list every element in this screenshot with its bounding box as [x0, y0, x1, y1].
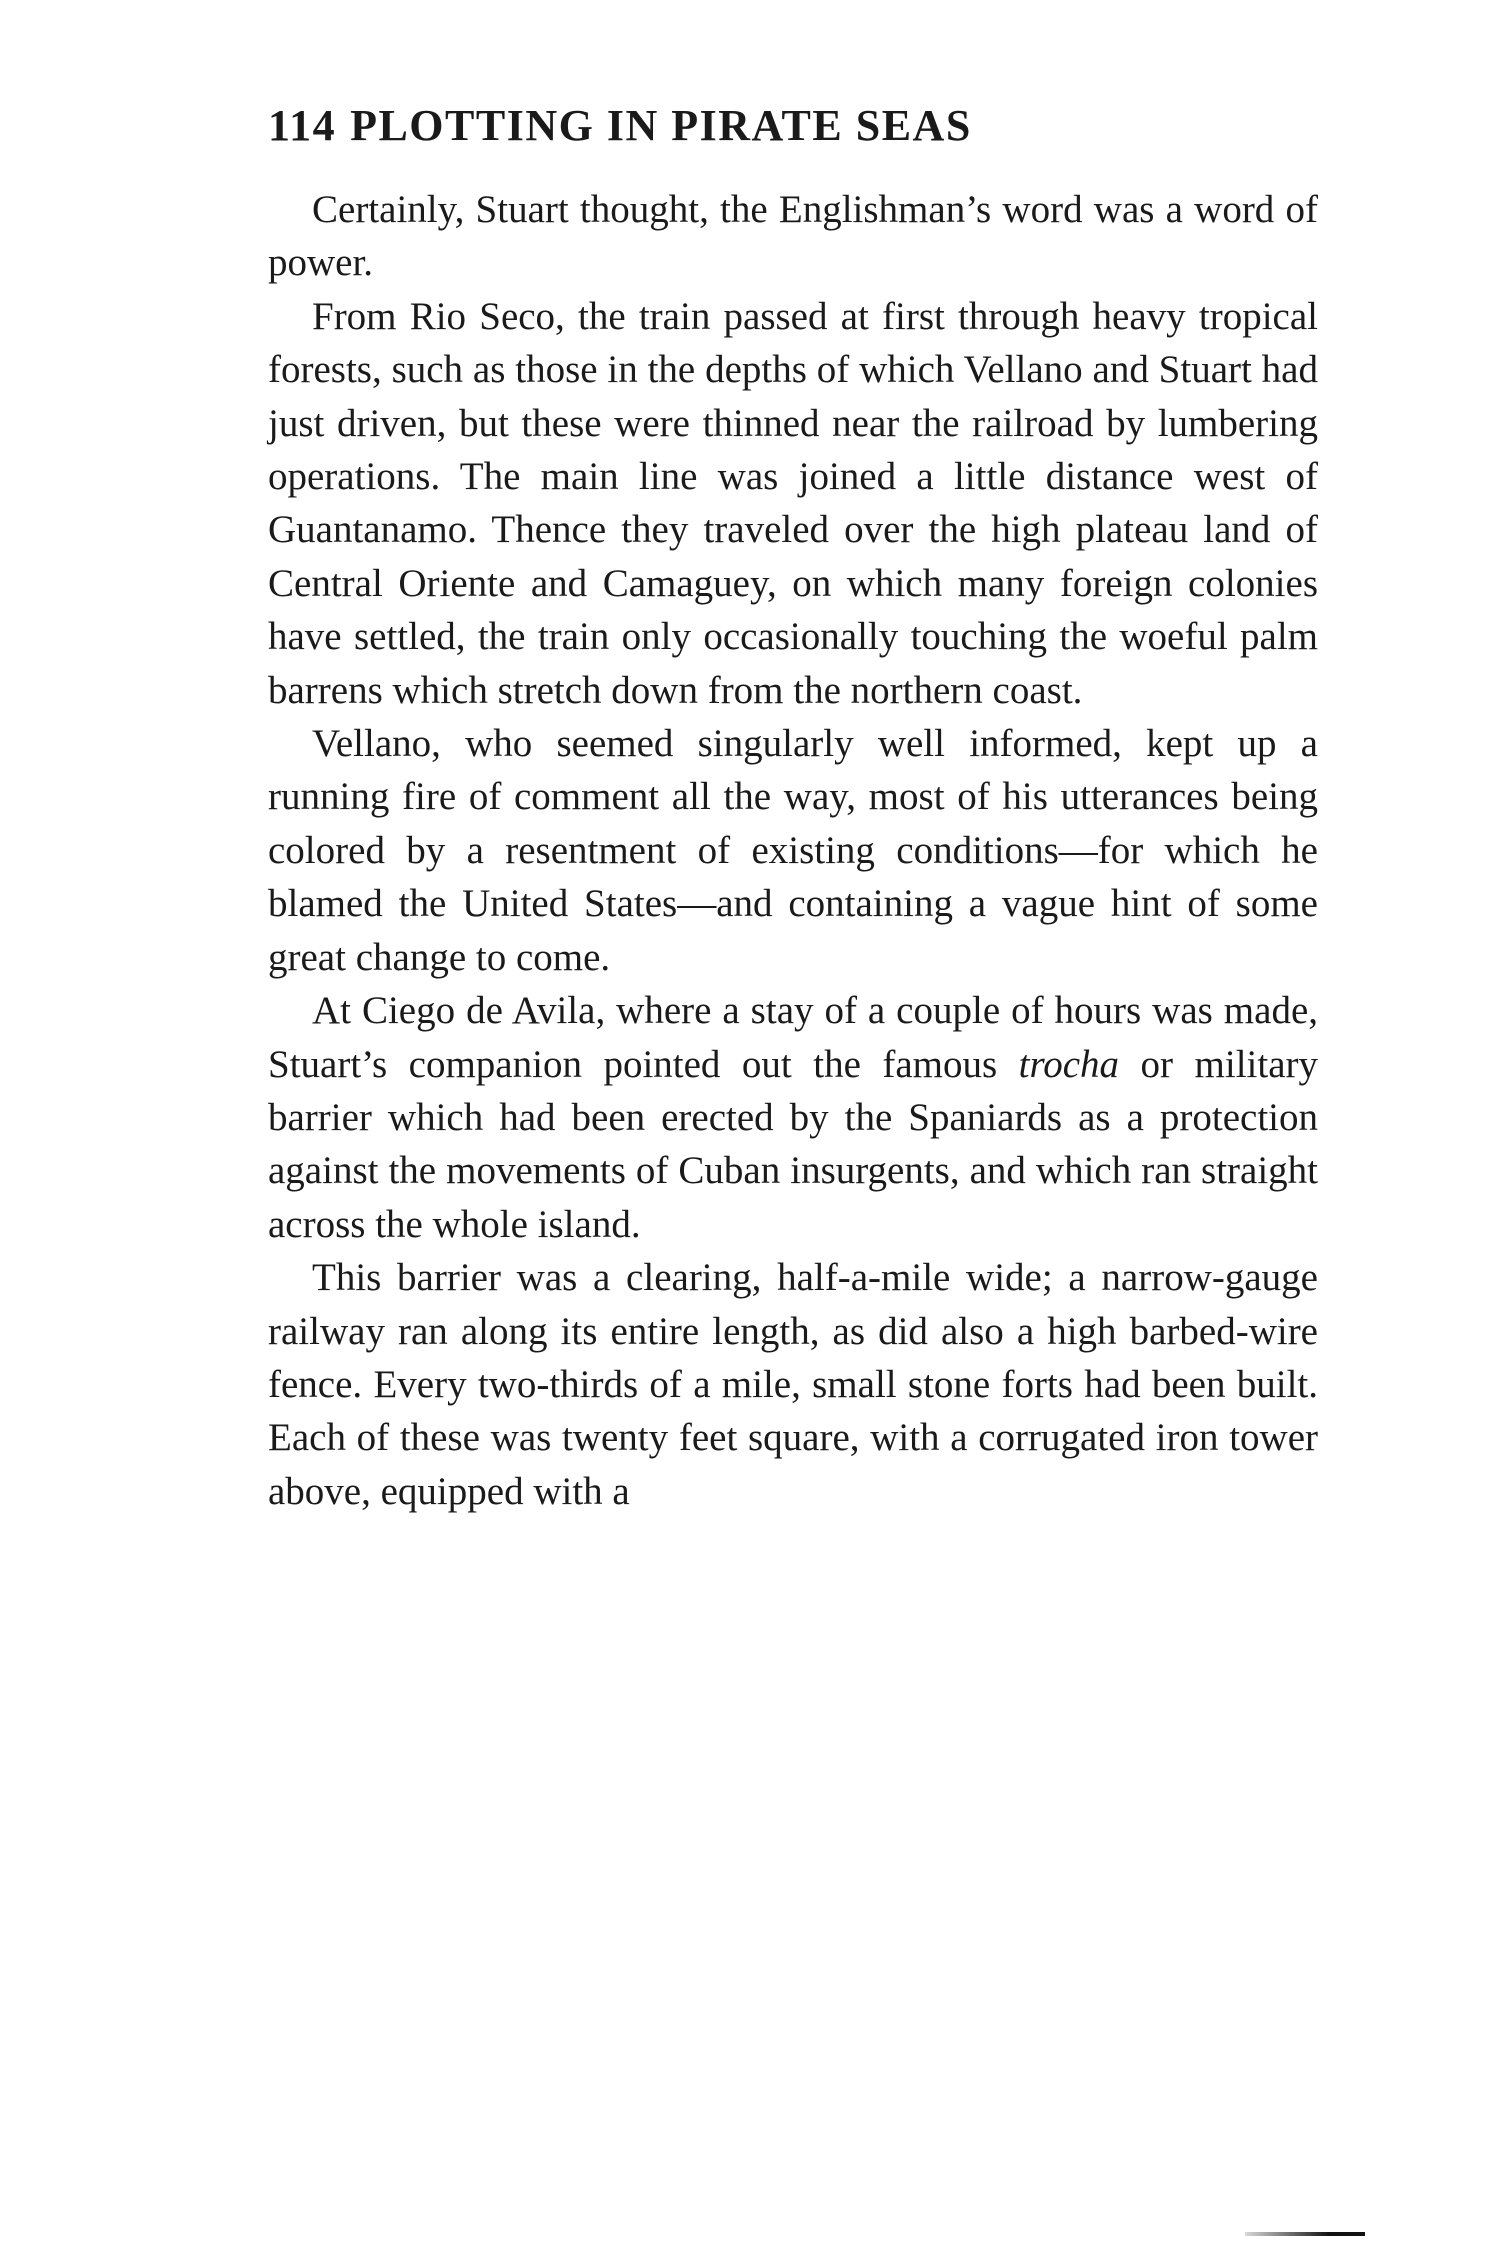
paragraph-4 — [268, 984, 1318, 1251]
running-title: PLOTTING IN PIRATE SEAS — [350, 101, 972, 150]
body-text — [268, 183, 1318, 1518]
scan-edge-mark — [1245, 2232, 1365, 2236]
paragraph-5: This barrier was a clearing, half-a-mile wide; a narrow-gauge railway ran along its entire length, as did also a high barbed-wire fence. Every two-thirds of a mile, small stone forts had been built. Each of these was twenty feet square, with a corrugated iron tower above, equipped with a — [268, 1256, 1318, 1513]
paragraph-4-text-after: or military barrier which had been erected by the Spaniards as a protection against the movements of Cuban insurgents, and which ran straight across the whole island. — [268, 1042, 1319, 1246]
paragraph-1: Certainly, Stuart thought, the Englishman’s word was a word of power. — [268, 188, 1318, 285]
paragraph-2: From Rio Seco, the train passed at first through heavy tropical forests, such as those in the depths of which Vellano and Stuart had just driven, but these were thinned near the railroad by lumbering operations. The main line was joined a little distance west of Guantanamo. Thence they traveled over the high plateau land of Central Oriente and Camaguey, on which many foreign colonies have settled, the train only occasionally touching the woeful palm barrens which stretch down from the northern coast. — [268, 294, 1318, 712]
page-number: 114 — [268, 101, 337, 150]
paragraph-3: Vellano, who seemed singularly well informed, kept up a running fire of comment all the way, most of his utterances being colored by a resentment of existing conditions—for which he blamed the United States—and containing a vague hint of some great change to come. — [268, 722, 1318, 979]
paragraph-4-text-before: At Ciego de Avila, where a stay of a couple of hours was made, Stuart’s companion pointed out the famous — [268, 989, 1318, 1086]
italic-term-trocha: trocha — [1018, 1042, 1120, 1086]
running-head — [268, 98, 1318, 154]
